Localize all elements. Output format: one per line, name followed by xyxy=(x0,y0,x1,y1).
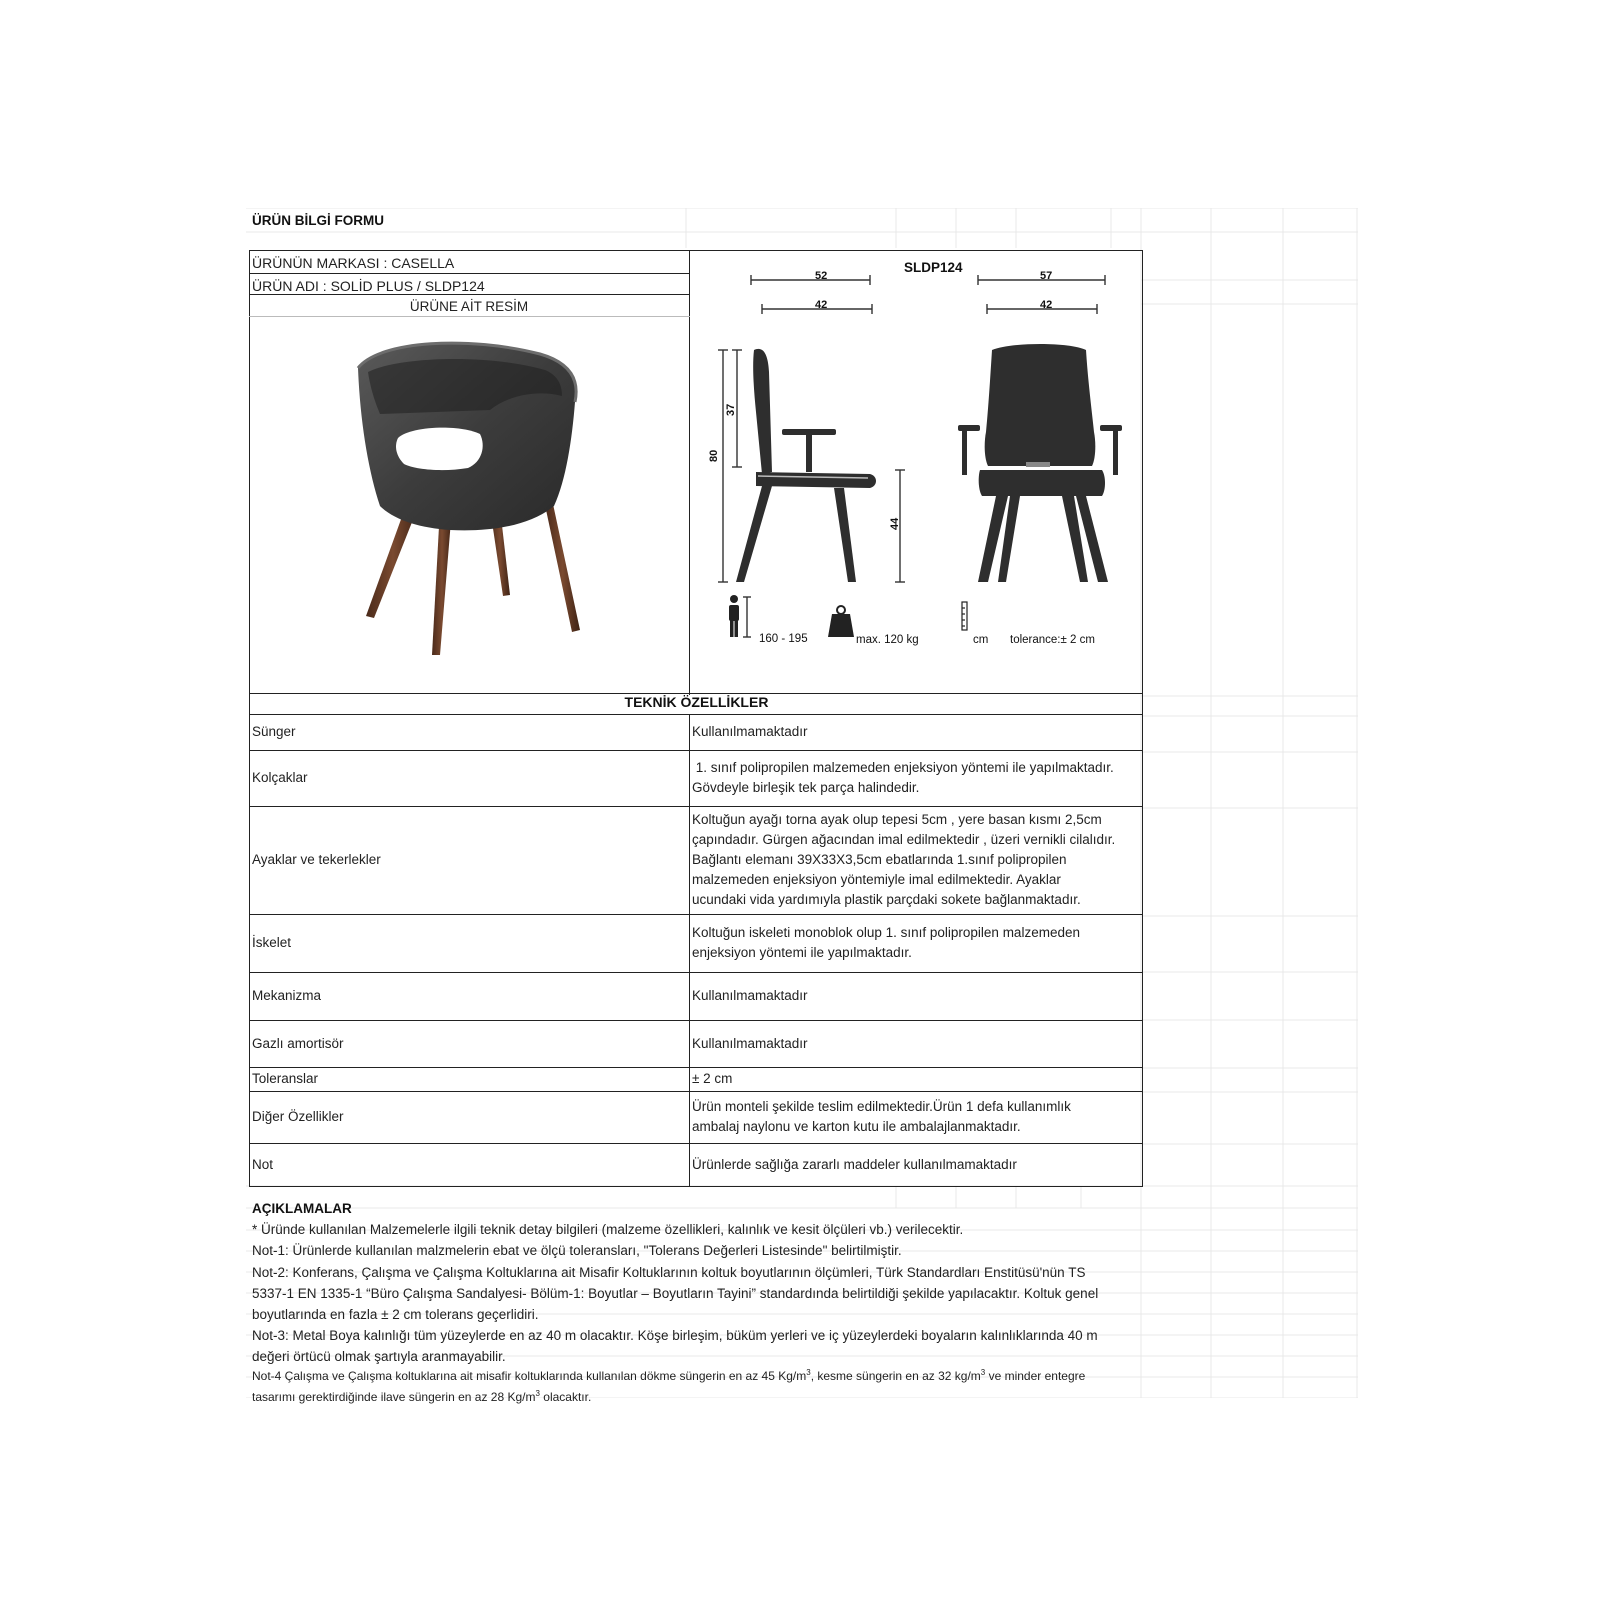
note-4-part-c: ve minder entegre xyxy=(985,1369,1086,1383)
spec-value-line: Ürünlerde sağlığa zararlı maddeler kullanılmamaktadır xyxy=(692,1157,1017,1172)
spec-label: Kolçaklar xyxy=(252,770,308,785)
spec-row xyxy=(249,750,1143,806)
spec-label: Toleranslar xyxy=(252,1071,319,1086)
spec-value-line: ambalaj naylonu ve karton kutu ile ambalajlanmaktadır. xyxy=(692,1119,1021,1134)
note-2-line-1: Not-2: Konferans, Çalışma ve Çalışma Koltuklarına ait Misafir Koltuklarının koltuk boyutlarının ölçümleri, Türk Standardları Enstitüsü'nün TS xyxy=(252,1265,1086,1280)
spec-row-divider xyxy=(689,1091,690,1143)
dim-front-width: 57 xyxy=(1040,270,1053,282)
notes-title: AÇIKLAMALAR xyxy=(252,1201,352,1216)
tech-specs-title: TEKNİK ÖZELLİKLER xyxy=(624,694,769,710)
spec-row xyxy=(249,806,1143,914)
dim-back-height: 37 xyxy=(725,403,737,416)
note-4-part-a: Not-4 Çalışma ve Çalışma koltuklarına ait misafir koltuklarında kullanılan dökme süngerin en az 45 Kg/m xyxy=(252,1369,807,1383)
model-code: SLDP124 xyxy=(904,260,963,275)
note-4-sup-1: 3 xyxy=(806,1368,811,1377)
spec-value-line: Koltuğun iskeleti monoblok olup 1. sınıf polipropilen malzemeden xyxy=(692,925,1080,940)
spec-value-line: ± 2 cm xyxy=(692,1071,733,1086)
spec-value-line: malzemeden enjeksiyon yöntemiyle imal edilmektedir. Ayaklar xyxy=(692,872,1061,887)
max-load: max. 120 kg xyxy=(856,634,919,646)
spec-value-line: Kullanılmamaktadır xyxy=(692,724,808,739)
note-2-line-3: boyutlarında en fazla ± 2 cm tolerans geçerlidiri. xyxy=(252,1307,539,1322)
note-3-line-1: Not-3: Metal Boya kalınlığı tüm yüzeylerde en az 40 m olacaktır. Köşe birleşim, büküm yerleri ve iç yüzeylerdeki boyaların kalınlıklarında 40 m xyxy=(252,1328,1098,1343)
dimension-drawing xyxy=(692,262,1142,662)
spec-row xyxy=(249,1067,1143,1091)
spec-value-line: Bağlantı elemanı 39X33X3,5cm ebatlarında 1.sınıf polipropilen xyxy=(692,852,1067,867)
spec-row xyxy=(249,1020,1143,1067)
spec-row-divider xyxy=(689,714,690,750)
product-name-label: ÜRÜN ADI : SOLİD PLUS / SLDP124 xyxy=(252,278,485,294)
dim-side-seat-width: 42 xyxy=(815,299,828,311)
user-height-range: 160 - 195 xyxy=(759,633,808,645)
tolerance-label: tolerance:± 2 cm xyxy=(1010,634,1095,646)
note-4-sup-2: 3 xyxy=(980,1368,986,1377)
spec-label: Gazlı amortisör xyxy=(252,1036,344,1051)
spec-row-border xyxy=(249,1186,1143,1187)
unit-label: cm xyxy=(973,634,989,646)
spec-value-line: enjeksiyon yöntemi ile yapılmaktadır. xyxy=(692,945,912,960)
spec-row-divider xyxy=(689,1067,690,1091)
spec-value-line: Gövdeyle birleşik tek parça halindedir. xyxy=(692,780,920,795)
spec-row xyxy=(249,914,1143,972)
dim-side-width: 52 xyxy=(815,270,828,282)
spec-value-line: çapındadır. Gürgen ağacından imal edilmektedir , üzeri vernikli cilalıdır. xyxy=(692,832,1116,847)
spec-label: Diğer Özellikler xyxy=(252,1109,344,1124)
note-star: * Üründe kullanılan Malzemelerle ilgili teknik detay bilgileri (malzeme özellikleri, kalınlık ve kesit ölçüleri vb.) verilecektir. xyxy=(252,1222,964,1237)
spec-row-divider xyxy=(689,750,690,806)
spec-label: Sünger xyxy=(252,724,296,739)
note-1: Not-1: Ürünlerde kullanılan malzmelerin ebat ve ölçü toleransları, "Tolerans Değerleri Listesinde" belirtilmiştir. xyxy=(252,1243,902,1258)
spec-row-divider xyxy=(689,806,690,914)
note-4-line-1 xyxy=(252,1366,1085,1386)
note-2-line-2: 5337-1 EN 1335-1 “Büro Çalışma Sandalyesi- Bölüm-1: Boyutlar – Boyutların Tayini” standardında belirtildiği şekilde yapılacaktır. Koltuk genel xyxy=(252,1286,1099,1301)
spec-row xyxy=(249,972,1143,1020)
dim-seat-height: 44 xyxy=(889,517,901,530)
note-4-part-e: olacaktır. xyxy=(539,1390,592,1404)
spec-label: Ayaklar ve tekerlekler xyxy=(252,852,381,867)
spec-row-divider xyxy=(689,1143,690,1186)
dim-total-height: 80 xyxy=(708,449,720,462)
box-top-border xyxy=(249,250,1143,251)
product-image-label: ÜRÜNE AİT RESİM xyxy=(409,299,529,314)
spec-value-line: 1. sınıf polipropilen malzemeden enjeksiyon yöntemi ile yapılmaktadır. xyxy=(692,760,1114,775)
brand-label: ÜRÜNÜN MARKASI : CASELLA xyxy=(252,255,455,271)
spec-value-line: ucundaki vida yardımıyla plastik parçdaki sokete bağlanmaktadır. xyxy=(692,892,1081,907)
spec-value-line: Kullanılmamaktadır xyxy=(692,1036,808,1051)
spec-row xyxy=(249,714,1143,750)
spec-value-line: Ürün monteli şekilde teslim edilmektedir.Ürün 1 defa kullanımlık xyxy=(692,1099,1071,1114)
note-4-part-b: , kesme süngerin en az 32 kg/m xyxy=(810,1369,981,1383)
spec-label: Mekanizma xyxy=(252,988,322,1003)
spec-row xyxy=(249,1091,1143,1143)
dim-front-seat-width: 42 xyxy=(1040,299,1053,311)
note-4-part-d: tasarımı gerektirdiğinde ilave süngerin en az 28 Kg/m xyxy=(252,1390,536,1404)
spec-row-divider xyxy=(689,1020,690,1067)
spec-value-line: Koltuğun ayağı torna ayak olup tepesi 5cm , yere basan kısmı 2,5cm xyxy=(692,812,1102,827)
spec-value-line: Kullanılmamaktadır xyxy=(692,988,808,1003)
note-3-line-2: değeri örtücü olmak şartıyla aranmayabilir. xyxy=(252,1349,506,1364)
spec-row xyxy=(249,1143,1143,1186)
spec-row-divider xyxy=(689,914,690,972)
chair-photo xyxy=(340,330,610,670)
spec-row-divider xyxy=(689,972,690,1020)
spec-label: İskelet xyxy=(252,935,292,950)
note-4-line-2 xyxy=(252,1387,591,1407)
form-title: ÜRÜN BİLGİ FORMU xyxy=(252,213,384,228)
kg-badge: kg xyxy=(832,636,842,646)
row-divider-brand xyxy=(249,273,690,274)
spec-label: Not xyxy=(252,1157,274,1172)
note-4-sup-3: 3 xyxy=(535,1389,540,1398)
